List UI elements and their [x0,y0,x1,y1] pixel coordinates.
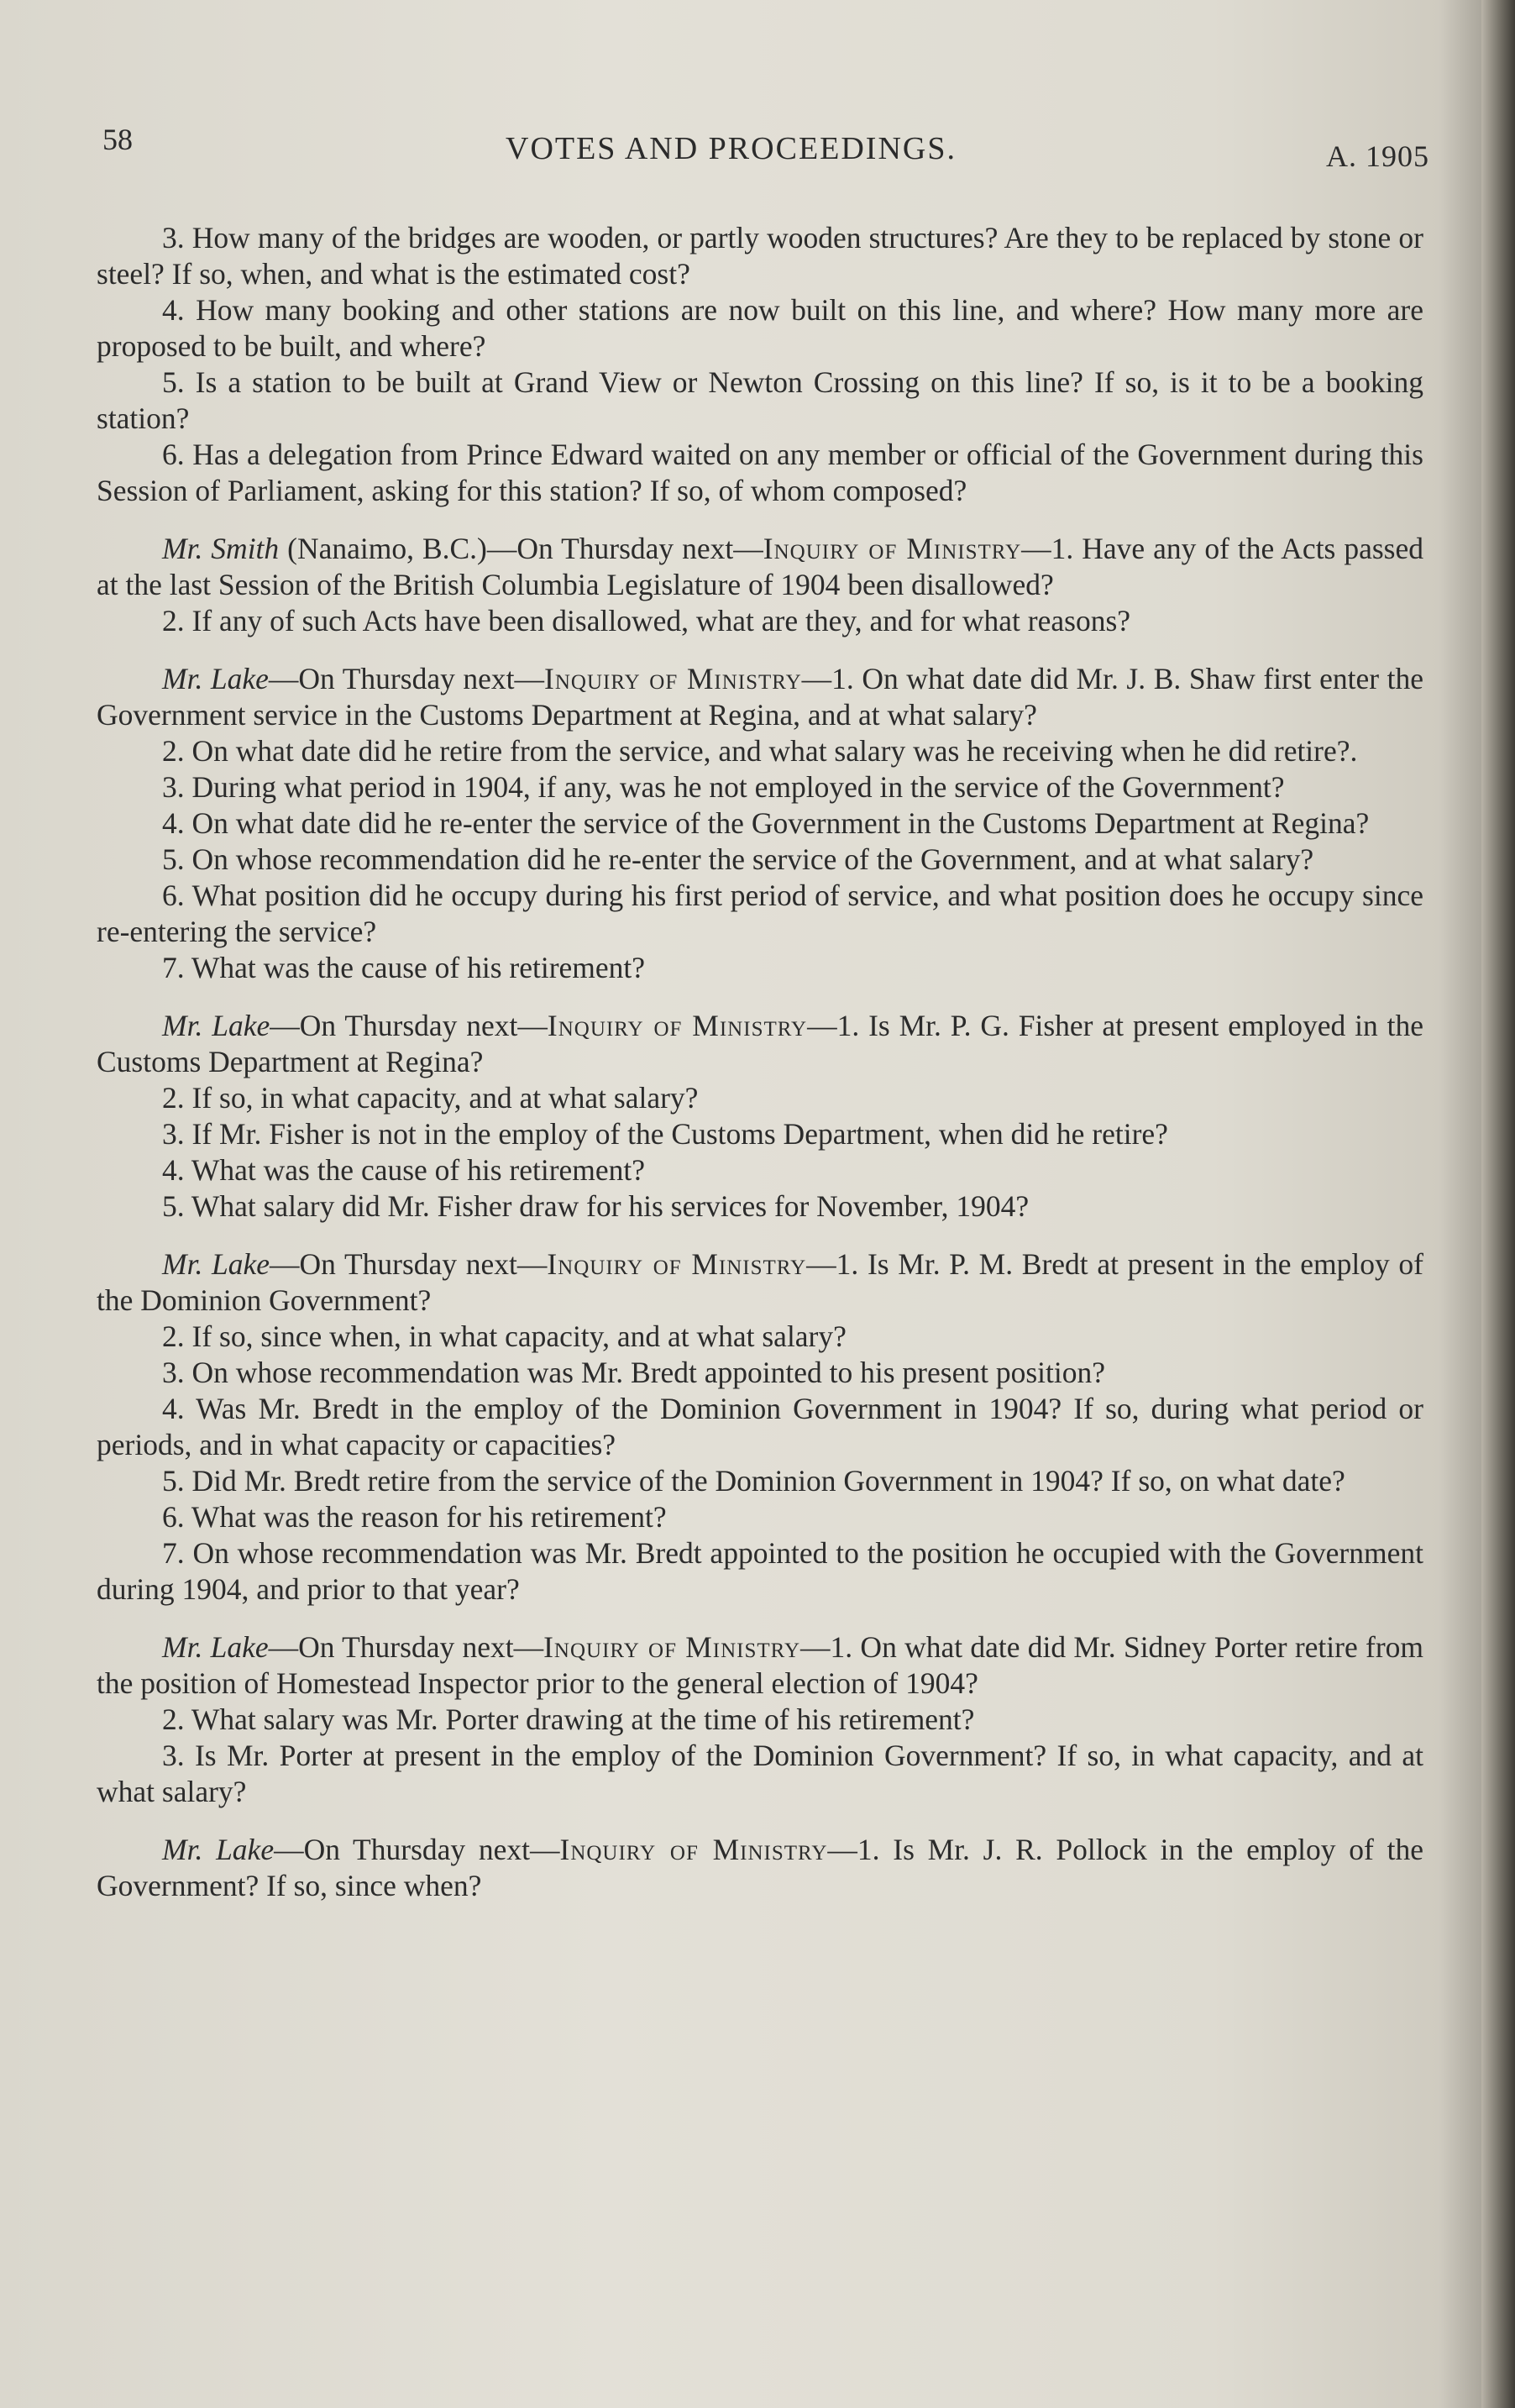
question-paragraph: 2. If so, in what capacity, and at what salary? [162,1081,699,1115]
question-paragraph: 4. Was Mr. Bredt in the employ of the Dominion Government in 1904? If so, during what period or periods, and in what capacity or capacities? [97,1392,1423,1461]
running-title: VOTES AND PROCEEDINGS. [506,131,957,166]
question-paragraph: 4. On what date did he re-enter the service of the Government in the Customs Department at Regina? [162,806,1370,840]
question-paragraph: 6. Has a delegation from Prince Edward waited on any member or official of the Government during this Session of Parliament, asking for this station? If so, of whom composed? [97,438,1423,507]
inquiry-heading [97,1832,1423,1904]
question-text: —1. Is Mr. P. M. Bredt at present in the employ of the Dominion Government? [97,1247,1423,1317]
question-paragraph: 5. Did Mr. Bredt retire from the service of the Dominion Government in 1904? If so, on what date? [162,1464,1345,1498]
notice-text: —On Thursday next— [270,1247,548,1281]
inquiry-of-ministry: Inquiry of Ministry [763,532,1022,565]
member-name: Mr. Lake [162,1833,275,1866]
inquiry-heading [97,1629,1423,1702]
inquiry-heading [97,1246,1423,1319]
inquiry-heading [97,661,1423,733]
notice-text: —On Thursday next— [274,1833,560,1866]
question-paragraph: 7. On whose recommendation was Mr. Bredt appointed to the position he occupied with the Government during 1904, and prior to that year? [97,1536,1423,1606]
question-paragraph: 2. If any of such Acts have been disallowed, what are they, and for what reasons? [162,604,1131,637]
question-paragraph: 3. On whose recommendation was Mr. Bredt appointed to his present position? [162,1356,1105,1389]
page-number: 58 [102,123,133,156]
question-paragraph: 2. On what date did he retire from the service, and what salary was he receiving when he did retire?. [162,734,1358,768]
question-text: —1. Is Mr. J. R. Pollock in the employ of the Government? If so, since when? [97,1833,1423,1902]
notice-text: —On Thursday next— [270,1009,548,1042]
member-name: Mr. Lake [162,1009,270,1042]
page-header [102,122,1429,172]
question-paragraph: 7. What was the cause of his retirement? [162,951,646,984]
inquiry-entry [97,531,1423,639]
inquiry-heading [97,1008,1423,1080]
question-paragraph: 3. Is Mr. Porter at present in the employ of the Dominion Government? If so, in what capacity, and at what salary? [97,1739,1423,1808]
member-name: Mr. Smith [162,532,280,565]
question-text: —1. On what date did Mr. J. B. Shaw first enter the Government service in the Customs Department at Regina, and at what salary? [97,662,1423,732]
question-paragraph: 2. What salary was Mr. Porter drawing at the time of his retirement? [162,1702,975,1736]
inquiry-entry [97,1246,1423,1608]
notice-text: —On Thursday next— [268,662,545,695]
question-paragraph: 5. On whose recommendation did he re-enter the service of the Government, and at what salary? [162,842,1314,876]
inquiry-of-ministry: Inquiry of Ministry [547,1247,807,1281]
inquiry-of-ministry: Inquiry of Ministry [544,662,802,695]
inquiry-entry [97,1629,1423,1810]
inquiry-of-ministry: Inquiry of Ministry [547,1009,808,1042]
question-paragraph: 2. If so, since when, in what capacity, and at what salary? [162,1319,847,1353]
book-spine-shadow [1481,0,1515,2408]
question-paragraph: 3. During what period in 1904, if any, was he not employed in the service of the Government? [162,770,1285,804]
page-body [97,220,1423,1904]
question-paragraph: 3. If Mr. Fisher is not in the employ of the Customs Department, when did he retire? [162,1117,1168,1151]
question-paragraph: 5. What salary did Mr. Fisher draw for his services for November, 1904? [162,1189,1030,1223]
question-paragraph: 5. Is a station to be built at Grand View or Newton Crossing on this line? If so, is it to be a booking station? [97,365,1423,435]
inquiry-heading [97,531,1423,603]
notice-text: (Nanaimo, B.C.)—On Thursday next— [279,532,763,565]
member-name: Mr. Lake [162,1630,269,1664]
member-name: Mr. Lake [162,1247,270,1281]
question-text: —1. Have any of the Acts passed at the last Session of the British Columbia Legislature of 1904 been disallowed? [97,532,1423,601]
inquiry-of-ministry: Inquiry of Ministry [543,1630,801,1664]
question-text: —1. Is Mr. P. G. Fisher at present employed in the Customs Department at Regina? [97,1009,1423,1078]
question-paragraph: 6. What position did he occupy during his first period of service, and what position does he occupy since re-entering the service? [97,879,1423,948]
question-paragraph: 3. How many of the bridges are wooden, or partly wooden structures? Are they to be replaced by stone or steel? If so, when, and what is the estimated cost? [97,221,1423,291]
question-paragraph: 4. How many booking and other stations are now built on this line, and where? How many more are proposed to be built, and where? [97,293,1423,363]
question-text: —1. On what date did Mr. Sidney Porter retire from the position of Homestead Inspector prior to the general election of 1904? [97,1630,1423,1700]
member-name: Mr. Lake [162,662,269,695]
inquiry-entry [97,220,1423,509]
inquiry-entry [97,1008,1423,1225]
inquiry-entry [97,661,1423,986]
inquiry-entry [97,1832,1423,1904]
inquiry-of-ministry: Inquiry of Ministry [559,1833,828,1866]
question-paragraph: 6. What was the reason for his retirement? [162,1500,667,1534]
notice-text: —On Thursday next— [268,1630,544,1664]
question-paragraph: 4. What was the cause of his retirement? [162,1153,646,1187]
session-year: A. 1905 [1326,139,1429,173]
